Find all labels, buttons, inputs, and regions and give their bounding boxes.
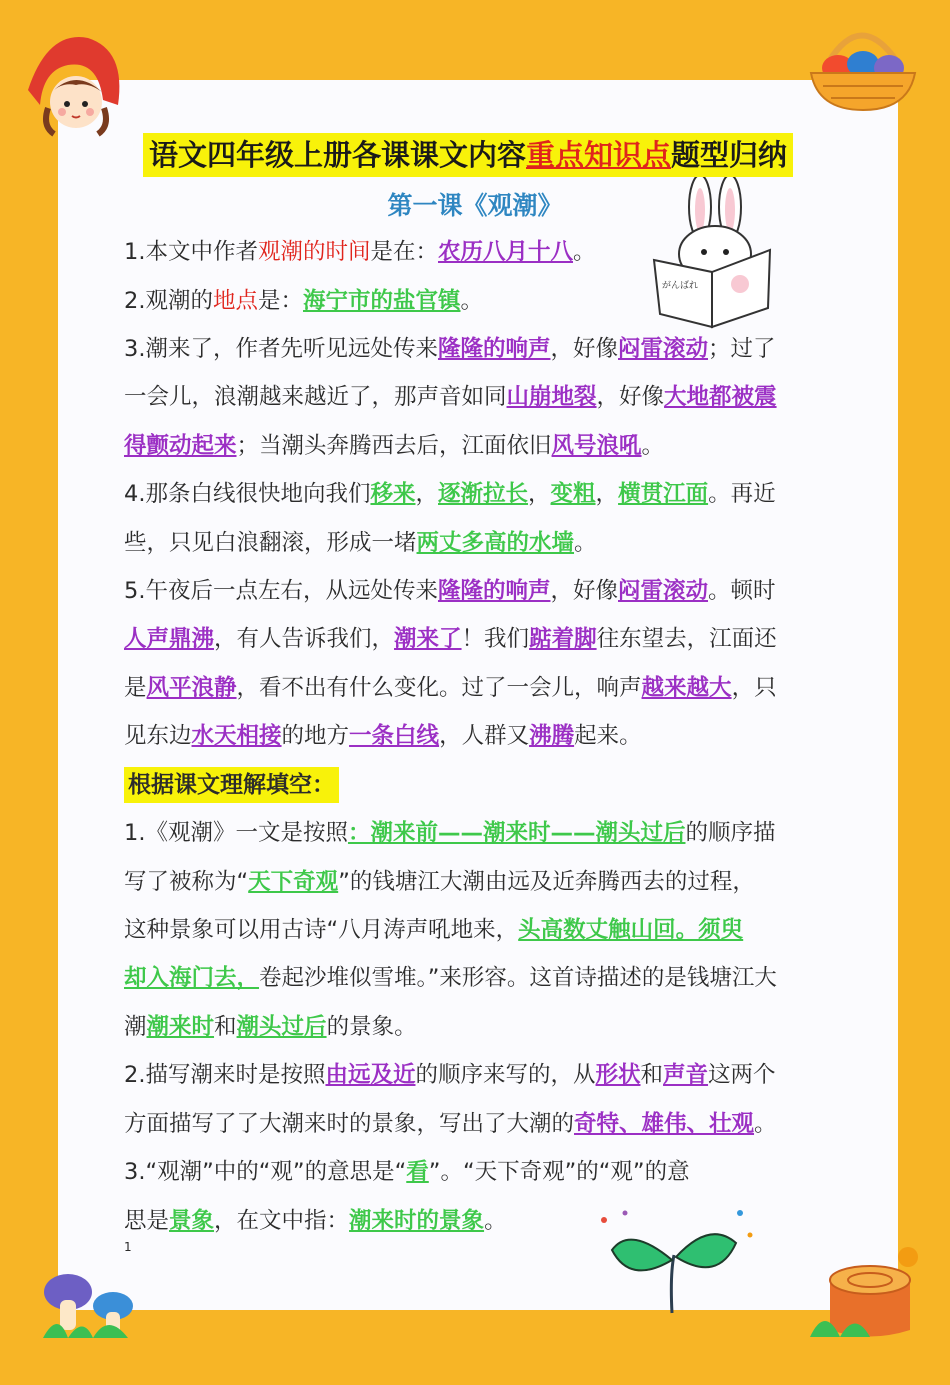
- lesson-subtitle: 第一课《观潮》: [387, 191, 563, 220]
- text: 潮: [124, 1014, 147, 1040]
- text: 。: [573, 239, 596, 265]
- text: 写了被称为“: [124, 869, 249, 895]
- point-2: [124, 285, 483, 317]
- keyword: 观潮的时间: [257, 239, 371, 265]
- text: ，只: [731, 675, 777, 701]
- text: ；过了: [708, 336, 776, 362]
- text: ，有人告诉我们，: [214, 626, 395, 652]
- answer: 农历八月十八: [438, 239, 574, 265]
- answer: 风号浪吼: [551, 433, 642, 459]
- question-2-line-1: [124, 1059, 776, 1091]
- title-highlight: 重点知识点: [526, 138, 672, 172]
- page-title: [143, 133, 793, 177]
- answer: 天下奇观: [248, 869, 339, 895]
- title-part1: 语文四年级上册各课课文内容: [149, 138, 527, 172]
- point-3-line-1: [124, 333, 776, 365]
- answer: 沸腾: [529, 723, 575, 749]
- answer: 海宁市的盐官镇: [303, 288, 461, 314]
- text: 往东望去，江面还: [596, 626, 777, 652]
- point-5-line-2: [124, 623, 777, 655]
- question-1-line-1: [124, 817, 776, 849]
- text: ，: [595, 481, 619, 507]
- text: 。: [754, 1111, 777, 1137]
- point-5-line-3: [124, 672, 777, 704]
- text: ，好像: [550, 336, 618, 362]
- text: ！我们: [461, 626, 530, 652]
- tree-stump-icon: [810, 1245, 930, 1340]
- answer: 越来越大: [641, 675, 732, 701]
- answer: 奇特、雄伟、壮观: [574, 1111, 755, 1137]
- answer: 头高数丈触山回。须臾: [518, 917, 744, 943]
- question-3-line-2: [124, 1205, 507, 1237]
- text: 。: [574, 530, 597, 556]
- text: 3.潮来了，作者先听见远处传来: [124, 336, 438, 362]
- answer: 两丈多高的水墙: [416, 530, 575, 556]
- text: 1.本文中作者: [124, 239, 258, 265]
- text: 。顿时: [708, 578, 776, 604]
- text: 4.那条白线很快地向我们: [124, 481, 371, 507]
- text: 。再近: [708, 481, 776, 507]
- point-4-line-2: [124, 527, 597, 559]
- answer: ：潮来前——潮来时——潮头过后: [347, 820, 686, 846]
- text: 和: [214, 1014, 237, 1040]
- easter-basket-icon: [803, 18, 923, 113]
- text: ，: [528, 481, 551, 507]
- text: 起来。: [574, 723, 642, 749]
- answer: 风平浪静: [146, 675, 237, 701]
- text: 方面描写了了大潮来时的景象，写出了大潮的: [124, 1111, 575, 1137]
- answer: 潮来时: [146, 1014, 215, 1040]
- answer: 潮头过后: [236, 1014, 327, 1040]
- text: ，好像: [550, 578, 618, 604]
- page-number: 1: [124, 1240, 132, 1254]
- text: 些，只见白浪翻滚，形成一堵: [124, 530, 417, 556]
- answer: 一条白线: [349, 723, 440, 749]
- text: 。: [641, 433, 665, 459]
- text: 的顺序来写的，从: [415, 1062, 596, 1088]
- point-5-line-1: [124, 575, 776, 607]
- answer: 变粗: [550, 481, 596, 507]
- keyword: 地点: [212, 288, 258, 314]
- text: 和: [640, 1062, 664, 1088]
- text: 2.描写潮来时是按照: [124, 1062, 326, 1088]
- question-1-line-5: [124, 1011, 417, 1043]
- answer: 看: [406, 1159, 429, 1185]
- title-part2: 题型归纳: [671, 138, 788, 172]
- point-1: [124, 236, 596, 268]
- question-2-line-2: [124, 1108, 777, 1140]
- text: 一会儿，浪潮越来越近了，那声音如同: [124, 384, 507, 410]
- question-1-line-4: [124, 962, 777, 994]
- book-text: がんばれ: [662, 281, 699, 291]
- text: 3.“观潮”中的“观”的意思是“: [124, 1159, 407, 1185]
- text: 的地方: [281, 723, 350, 749]
- text: ，人群又: [439, 723, 530, 749]
- answer: 由远及近: [325, 1062, 416, 1088]
- text: 是：: [257, 288, 303, 314]
- text: ，: [415, 481, 438, 507]
- sprout-icon: [590, 1205, 760, 1315]
- question-1-line-3: [124, 914, 743, 946]
- answer: 闷雷滚动: [618, 578, 709, 604]
- text: 5.午夜后一点左右，从远处传来: [124, 578, 438, 604]
- answer: 逐渐拉长: [438, 481, 529, 507]
- answer: 得颤动起来: [124, 433, 237, 459]
- text: ，看不出有什么变化。过了一会儿，响声: [236, 675, 642, 701]
- text: 卷起沙堆似雪堆。”来形容。这首诗描述的是钱塘江大: [259, 965, 777, 991]
- mushroom-icon: [38, 1270, 148, 1340]
- text: 见东边: [124, 723, 192, 749]
- answer: 景象: [169, 1208, 215, 1234]
- text: 是: [124, 675, 147, 701]
- text: 的顺序描: [685, 820, 776, 846]
- text: 这种景象可以用古诗“八月涛声吼地来，: [124, 917, 519, 943]
- text: ，在文中指：: [214, 1208, 350, 1234]
- answer: 隆隆的响声: [437, 336, 551, 362]
- answer: 却入海门去，: [124, 965, 260, 991]
- answer: 大地都被震: [664, 384, 777, 410]
- text: 是在：: [370, 239, 438, 265]
- answer: 闷雷滚动: [618, 336, 709, 362]
- text: ，好像: [596, 384, 665, 410]
- text: 这两个: [708, 1062, 776, 1088]
- text: ”的钱塘江大潮由远及近奔腾西去的过程，: [338, 869, 755, 895]
- point-3-line-2: [124, 381, 777, 413]
- text: 1.《观潮》一文是按照: [124, 820, 348, 846]
- answer: 水天相接: [191, 723, 282, 749]
- text: ”。“天下奇观”的“观”的意: [428, 1159, 690, 1185]
- section-heading: 根据课文理解填空：: [124, 767, 339, 803]
- text: 2.观潮的: [124, 288, 213, 314]
- answer: 声音: [663, 1062, 709, 1088]
- text: 。: [460, 288, 484, 314]
- answer: 潮来了: [394, 626, 462, 652]
- text: 。: [484, 1208, 507, 1234]
- question-1-line-2: [124, 866, 755, 898]
- question-3-line-1: [124, 1156, 690, 1188]
- answer: 踮着脚: [529, 626, 597, 652]
- text: 思是: [124, 1208, 170, 1234]
- answer: 人声鼎沸: [124, 626, 215, 652]
- text: 的景象。: [326, 1014, 417, 1040]
- answer: 潮来时的景象: [349, 1208, 485, 1234]
- point-4-line-1: [124, 478, 776, 510]
- answer: 形状: [595, 1062, 641, 1088]
- text: ；当潮头奔腾西去后，江面依旧: [236, 433, 552, 459]
- girl-red-hood-icon: [18, 30, 130, 140]
- answer: 横贯江面: [618, 481, 709, 507]
- answer: 山崩地裂: [506, 384, 597, 410]
- point-3-line-3: [124, 430, 664, 462]
- answer: 移来: [370, 481, 416, 507]
- answer: 隆隆的响声: [437, 578, 551, 604]
- point-5-line-4: [124, 720, 642, 752]
